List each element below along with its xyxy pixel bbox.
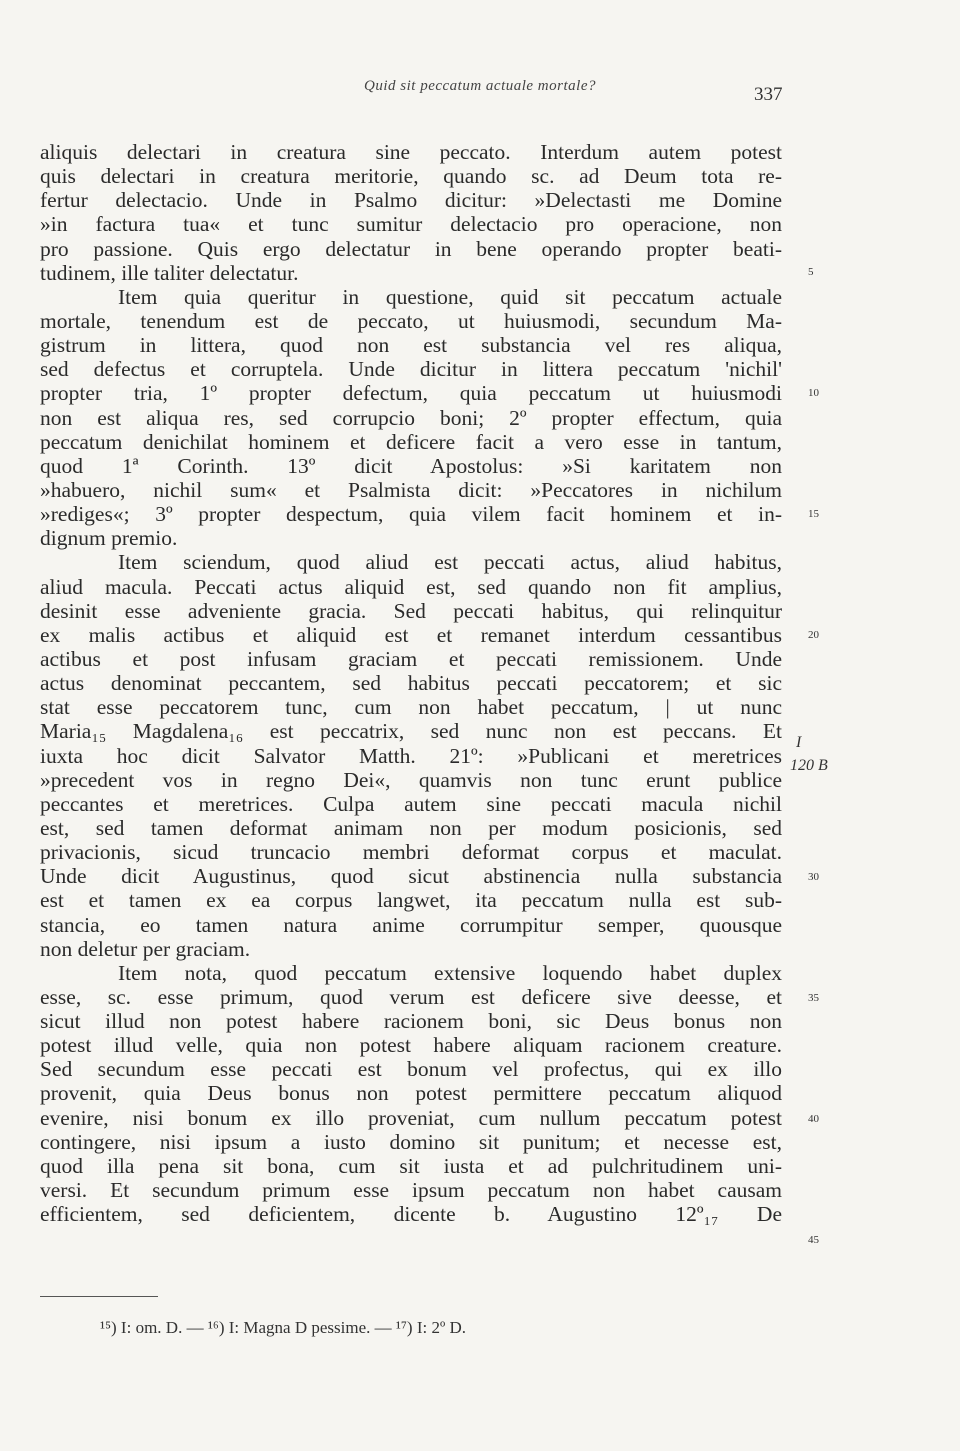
text-line: gistrum in littera, quod non est substancia vel res aliqua,	[40, 333, 782, 358]
text-line: quod 1ª Corinth. 13º dicit Apostolus: »Si karitatem non	[40, 453, 782, 478]
text-line: quis delectari in creatura meritorie, quando sc. ad Deum tota re-	[40, 164, 782, 189]
line-number: 20	[808, 629, 819, 641]
text-line: privacionis, sicud truncacio membri deformat corpus et maculat.	[40, 840, 782, 865]
text-line: pro passione. Quis ergo delectatur in bene operando propter beati-	[40, 236, 782, 261]
text-line: »rediges«; 3º propter despectum, quia vilem facit hominem et in-	[40, 502, 782, 527]
footnote-rule	[40, 1296, 158, 1297]
text-line: non est aliqua res, sed corrupcio boni; 2º propter effectum, quia	[40, 405, 782, 430]
text-line: actus denominat peccantem, sed habitus peccati peccatorem; et sic	[40, 671, 782, 696]
text-line: mortale, tenendum est de peccato, ut huiusmodi, secundum Ma-	[40, 308, 782, 333]
text-line: fertur delectacio. Unde in Psalmo dicitur: »Delectasti me Domine	[40, 188, 782, 213]
line-number: 15	[808, 508, 819, 520]
text-line: peccatum denichilat hominem et deficere facit a vero esse in tantum,	[40, 429, 782, 454]
text-line: non deletur per graciam.	[40, 936, 251, 961]
text-line: Item quia queritur in questione, quid sit peccatum actuale	[118, 284, 782, 309]
text-line: iuxta hoc dicit Salvator Matth. 21º: »Publicani et meretrices	[40, 743, 782, 768]
footnotes: ¹⁵) I: om. D. — ¹⁶) I: Magna D pessime. — ¹⁷) I: 2º D.	[100, 1318, 467, 1337]
text-line: Sed secundum esse peccati est bonum vel profectus, qui ex illo	[40, 1057, 782, 1082]
line-number: 30	[808, 871, 819, 883]
text-line: tudinem, ille taliter delectatur.	[40, 260, 299, 285]
margin-ref-folio: 120 B	[790, 757, 828, 774]
text-line: dignum premio.	[40, 526, 178, 551]
body-text	[40, 140, 782, 1226]
text-line: est et tamen ex ea corpus langwet, ita peccatum nulla est sub-	[40, 888, 782, 913]
text-line: desinit esse adveniente gracia. Sed peccati habitus, qui relinquitur	[40, 598, 782, 623]
line-number: 40	[808, 1113, 819, 1125]
text-line: aliud macula. Peccati actus aliquid est, sed quando non fit amplius,	[40, 574, 782, 599]
text-line: versi. Et secundum primum esse ipsum peccatum non habet causam	[40, 1178, 782, 1203]
line-number: 35	[808, 992, 819, 1004]
running-title: Quid sit peccatum actuale mortale?	[364, 78, 596, 94]
text-line: peccantes et meretrices. Culpa autem sine peccati macula nichil	[40, 791, 782, 816]
line-number: 10	[808, 387, 819, 399]
text-line: »habuero, nichil sum« et Psalmista dicit: »Peccatores in nichilum	[40, 477, 782, 502]
text-line: est, sed tamen deformat animam non per modum posicionis, sed	[40, 815, 782, 840]
text-line: sicut illud non potest habere racionem boni, sic Deus bonus non	[40, 1009, 782, 1034]
text-line: contingere, nisi ipsum a iusto domino sit punitum; et necesse est,	[40, 1129, 782, 1154]
text-line: stat esse peccatorem tunc, cum non habet peccatum, | ut nunc	[40, 695, 782, 720]
text-line: Unde dicit Augustinus, quod sicut abstinencia nulla substancia	[40, 864, 782, 889]
line-number: 5	[808, 266, 814, 278]
text-line: »in factura tua« et tunc sumitur delectacio pro operacione, non	[40, 212, 782, 237]
text-line: evenire, nisi bonum ex illo proveniat, cum nullum peccatum potest	[40, 1105, 782, 1130]
text-line: aliquis delectari in creatura sine peccato. Interdum autem potest	[40, 140, 782, 164]
text-line: propter tria, 1º propter defectum, quia peccatum ut huiusmodi	[40, 381, 782, 406]
text-line: stancia, eo tamen natura anime corrumpitur semper, quousque	[40, 912, 782, 937]
line-number: 45	[808, 1234, 819, 1246]
text-line: quod illa pena sit bona, cum sit iusta et ad pulchritudinem uni-	[40, 1153, 782, 1178]
text-line: sed defectus et corruptela. Unde dicitur in littera peccatum 'nichil'	[40, 357, 782, 382]
text-line: Item sciendum, quod aliud est peccati actus, aliud habitus,	[118, 550, 782, 575]
margin-ref-manuscript: I	[796, 734, 802, 751]
text-line: »precedent vos in regno Dei«, quamvis non tunc erunt publice	[40, 767, 782, 792]
text-line: ex malis actibus et aliquid est et remanet interdum cessantibus	[40, 622, 782, 647]
text-line: Maria₁₅ Magdalena₁₆ est peccatrix, sed nunc non est peccans. Et	[40, 719, 782, 744]
text-line: efficientem, sed deficientem, dicente b. Augustino 12º₁₇ De	[40, 1202, 782, 1227]
page-number: 337	[754, 84, 783, 105]
text-line: Item nota, quod peccatum extensive loquendo habet duplex	[118, 960, 782, 985]
text-line: esse, sc. esse primum, quod verum est deficere sive deesse, et	[40, 984, 782, 1009]
text-line: actibus et post infusam graciam et peccati remissionem. Unde	[40, 646, 782, 671]
text-line: potest illud velle, quia non potest habere aliquam racionem creature.	[40, 1033, 782, 1058]
text-line: provenit, quia Deus bonus non potest permittere peccatum aliquod	[40, 1081, 782, 1106]
